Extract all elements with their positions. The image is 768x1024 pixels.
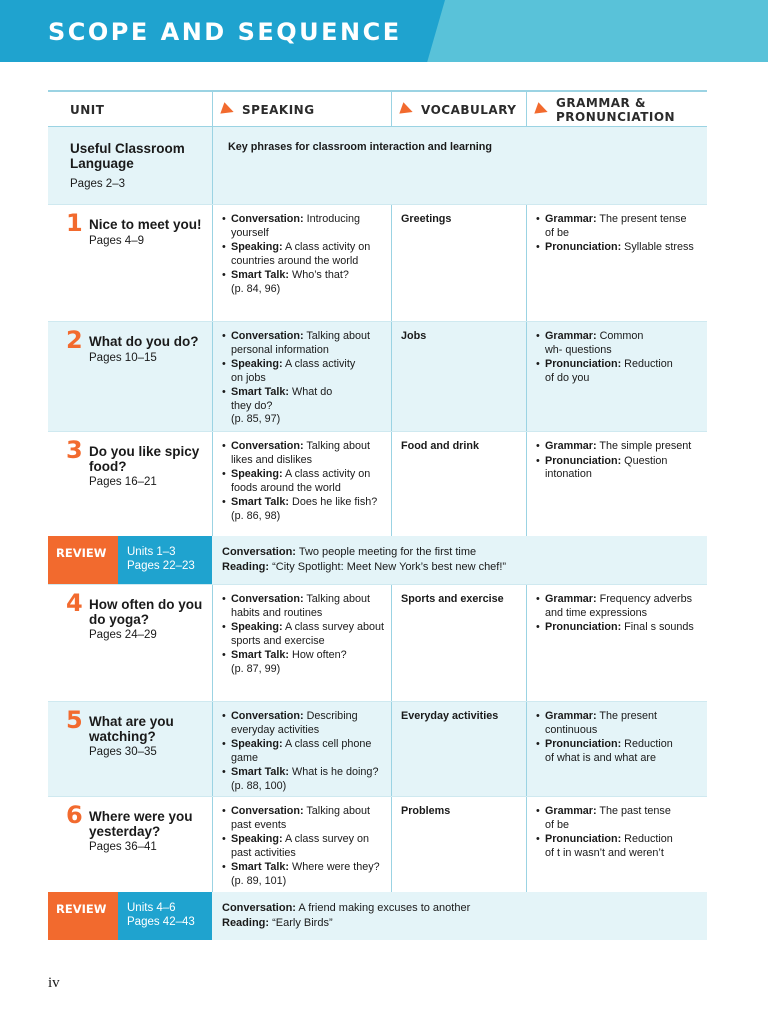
unit-number: 5: [66, 706, 83, 734]
unit-number: 1: [66, 209, 83, 237]
list-item: • Pronunciation: Question intonation: [536, 454, 668, 480]
unit-pages: Pages 36–41: [89, 841, 157, 853]
list-item: • Speaking: A class survey on past activities: [222, 833, 370, 859]
unit-pages: Pages 10–15: [89, 352, 157, 364]
header-grammar: GRAMMAR & PRONUNCIATION: [536, 92, 675, 127]
list-item: • Pronunciation: Final s sounds: [536, 621, 694, 633]
triangle-icon: [399, 102, 414, 117]
review-text: Conversation: Two people meeting for the first time Reading: “City Spotlight: Meet New York’s best new chef!”: [222, 546, 507, 573]
vocabulary-cell: Sports and exercise: [401, 593, 504, 605]
grammar-cell: [536, 330, 706, 386]
classroom-title: Useful Classroom Language: [70, 141, 185, 171]
classroom-language-row: [48, 127, 707, 204]
vocabulary-cell: Greetings: [401, 213, 452, 225]
grammar-cell: [536, 805, 706, 861]
unit-pages: Pages 4–9: [89, 235, 144, 247]
list-item: • Smart Talk: Where were they? (p. 89, 101): [222, 861, 380, 887]
vocabulary-cell: Problems: [401, 805, 451, 817]
review-row: [48, 892, 707, 940]
unit-pages: Pages 24–29: [89, 629, 157, 641]
unit-title: What do you do?: [89, 334, 199, 349]
list-item: • Pronunciation: Reduction of do you: [536, 358, 673, 384]
classroom-pages: Pages 2–3: [70, 178, 125, 190]
grammar-cell: [536, 710, 706, 766]
list-item: • Smart Talk: What is he doing? (p. 88, 100): [222, 766, 379, 792]
unit-pages: Pages 16–21: [89, 476, 157, 488]
list-item: • Speaking: A class survey about sports and exercise: [222, 621, 385, 647]
list-item: • Grammar: The past tense of be: [536, 805, 671, 831]
speaking-cell: [222, 805, 392, 889]
page-title: SCOPE AND SEQUENCE: [48, 18, 402, 46]
speaking-cell: [222, 440, 392, 524]
classroom-description: Key phrases for classroom interaction and learning: [228, 141, 493, 153]
unit-title: What are you watching?: [89, 714, 174, 744]
review-units: Units 1–3 Pages 22–23: [118, 536, 212, 584]
header-speaking: SPEAKING: [222, 92, 315, 127]
grammar-cell: [536, 593, 706, 636]
header-vocabulary: VOCABULARY: [401, 92, 516, 127]
list-item: • Smart Talk: Does he like fish? (p. 86, 98): [222, 496, 378, 522]
unit-row: [48, 204, 707, 321]
speaking-cell: [222, 593, 392, 677]
list-item: • Speaking: A class activity on jobs: [222, 358, 356, 384]
review-tag: REVIEW: [48, 536, 118, 584]
unit-number: 3: [66, 436, 83, 464]
unit-title: How often do you do yoga?: [89, 597, 203, 627]
list-item: • Conversation: Introducing yourself: [222, 213, 361, 239]
top-banner: [0, 0, 768, 62]
speaking-cell: [222, 710, 392, 794]
unit-title: Nice to meet you!: [89, 217, 202, 232]
review-tag: REVIEW: [48, 892, 118, 940]
unit-row: [48, 584, 707, 701]
grammar-cell: [536, 440, 706, 483]
list-item: • Speaking: A class activity on foods around the world: [222, 468, 371, 494]
grammar-cell: [536, 213, 706, 256]
unit-row: [48, 796, 707, 892]
header-unit: UNIT: [70, 102, 105, 117]
list-item: • Conversation: Talking about past events: [222, 805, 371, 831]
triangle-icon: [534, 102, 549, 117]
list-item: • Pronunciation: Reduction of t in wasn’t and weren’t: [536, 833, 673, 859]
scope-table: [48, 90, 707, 940]
table-header: [48, 90, 707, 127]
unit-row: [48, 321, 707, 431]
list-item: • Conversation: Describing everyday activities: [222, 710, 358, 736]
unit-number: 4: [66, 589, 83, 617]
vocabulary-cell: Everyday activities: [401, 710, 499, 722]
list-item: • Pronunciation: Syllable stress: [536, 241, 694, 253]
unit-number: 6: [66, 801, 83, 829]
review-units: Units 4–6 Pages 42–43: [118, 892, 212, 940]
list-item: • Pronunciation: Reduction of what is and what are: [536, 738, 673, 764]
list-item: • Grammar: The present continuous: [536, 710, 658, 736]
unit-number: 2: [66, 326, 83, 354]
speaking-cell: [222, 213, 392, 297]
review-text: Conversation: A friend making excuses to another Reading: “Early Birds”: [222, 902, 471, 929]
list-item: • Smart Talk: Who’s that? (p. 84, 96): [222, 269, 349, 295]
list-item: • Speaking: A class cell phone game: [222, 738, 372, 764]
list-item: • Speaking: A class activity on countries around the world: [222, 241, 371, 267]
list-item: • Smart Talk: How often? (p. 87, 99): [222, 649, 347, 675]
list-item: • Grammar: Frequency adverbs and time expressions: [536, 593, 693, 619]
unit-title: Where were you yesterday?: [89, 809, 193, 839]
list-item: • Grammar: Common wh- questions: [536, 330, 644, 356]
list-item: • Conversation: Talking about likes and dislikes: [222, 440, 371, 466]
unit-row: [48, 701, 707, 796]
triangle-icon: [220, 102, 235, 117]
page-number: iv: [48, 975, 60, 991]
vocabulary-cell: Food and drink: [401, 440, 479, 452]
list-item: • Conversation: Talking about habits and routines: [222, 593, 371, 619]
unit-pages: Pages 30–35: [89, 746, 157, 758]
unit-title: Do you like spicy food?: [89, 444, 200, 474]
vocabulary-cell: Jobs: [401, 330, 427, 342]
speaking-cell: [222, 330, 392, 428]
list-item: • Smart Talk: What do they do? (p. 85, 97): [222, 386, 333, 425]
list-item: • Conversation: Talking about personal information: [222, 330, 371, 356]
unit-row: [48, 431, 707, 536]
list-item: • Grammar: The simple present: [536, 440, 692, 452]
list-item: • Grammar: The present tense of be: [536, 213, 687, 239]
review-row: [48, 536, 707, 584]
